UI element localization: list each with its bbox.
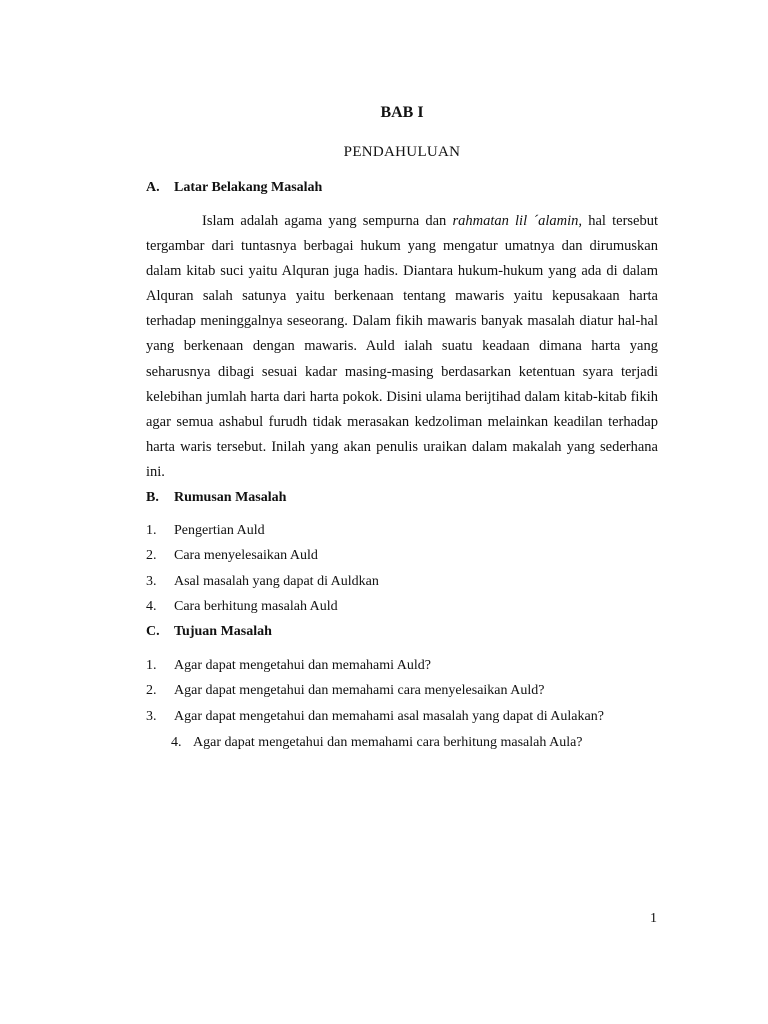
list-item-number: 2. [146, 683, 157, 699]
section-b-letter: B. [146, 490, 159, 505]
problem-formulation-list [146, 518, 379, 620]
list-item-number: 3. [146, 708, 157, 724]
list-item-number: 1. [146, 658, 157, 673]
list-item [146, 518, 379, 543]
list-item-text: Agar dapat mengetahui dan memahami asal masalah yang dapat di Aulakan? [174, 708, 604, 724]
background-paragraph [146, 209, 658, 485]
section-a-title: Latar Belakang Masalah [174, 180, 323, 195]
list-item [146, 704, 604, 729]
list-item-number: 4. [146, 599, 157, 615]
paragraph-italic-phrase: rahmatan lil ´alamin, [452, 213, 583, 229]
list-item-number: 1. [146, 523, 157, 538]
list-item [146, 569, 379, 594]
chapter-heading: BAB I [380, 104, 424, 121]
list-item-number: 4. [171, 735, 182, 750]
section-b-title: Rumusan Masalah [174, 490, 287, 505]
list-item-text: Pengertian Auld [174, 523, 265, 538]
list-item-number: 2. [146, 548, 157, 564]
list-item-text: Agar dapat mengetahui dan memahami cara menyelesaikan Auld? [174, 683, 545, 699]
list-item [146, 653, 604, 678]
list-item-text: Asal masalah yang dapat di Auldkan [174, 573, 379, 589]
section-a-heading [146, 180, 322, 196]
objectives-list [146, 653, 604, 729]
list-item-number: 3. [146, 573, 157, 589]
section-c-title: Tujuan Masalah [174, 624, 272, 639]
section-c-letter: C. [146, 624, 160, 639]
list-item [146, 594, 379, 619]
page-number: 1 [650, 911, 657, 926]
list-item [171, 730, 583, 755]
paragraph-text-start: Islam adalah agama yang sempurna dan [202, 213, 453, 229]
section-b-heading [146, 490, 286, 506]
list-item-text: Agar dapat mengetahui dan memahami Auld? [174, 658, 431, 673]
list-item-text: Cara menyelesaikan Auld [174, 548, 318, 564]
list-item [146, 543, 379, 568]
section-a-letter: A. [146, 180, 160, 195]
list-item [146, 678, 604, 703]
list-item-text: Agar dapat mengetahui dan memahami cara berhitung masalah Aula? [193, 735, 583, 750]
chapter-title: PENDAHULUAN [343, 144, 461, 160]
section-c-heading [146, 624, 272, 640]
list-item-text: Cara berhitung masalah Auld [174, 599, 338, 615]
paragraph-text-rest: hal tersebut tergambar dari tuntasnya berbagai hukum yang mengatur umatnya dan dirumuskan dalam kitab suci yaitu Alquran juga hadis. Diantara hukum-hukum yang ada di dalam Alquran salah satunya yaitu berkenaan tentang mawaris yaitu kepusakaan harta terhadap meninggalnya seseorang. Dalam fikih mawaris banyak masalah diatur hal-hal yang berkenaan dengan mawaris. Auld ialah suatu keadaan dimana harta yang seharusnya dibagi sesuai kadar masing-masing berdasarkan ketentuan syara terjadi kelebihan jumlah harta dari harta pokok. Disini ulama berijtihad dalam kitab-kitab fikih agar semua ashabul furudh tidak merasakan kedzoliman melainkan keadilan terhadap harta waris tersebut. Inilah yang akan penulis uraikan dalam makalah yang sederhana ini. [146, 213, 658, 480]
